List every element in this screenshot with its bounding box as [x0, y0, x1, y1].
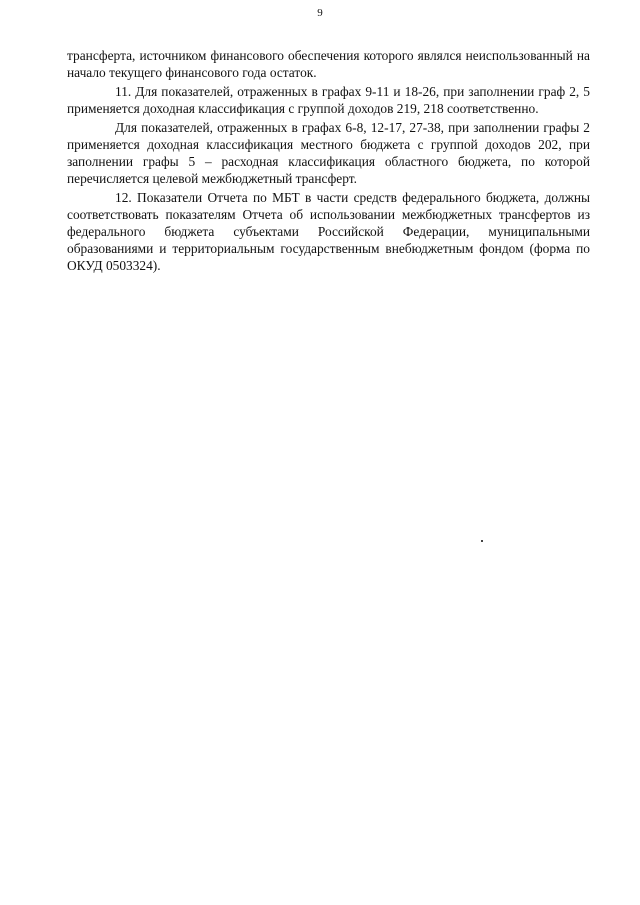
paragraph-continuation: трансферта, источником финансового обеспечения которого являлся неиспользованный на начало текущего финансового года остаток. — [67, 48, 590, 80]
paragraph-item-11: 11. Для показателей, отраженных в графах 9-11 и 18-26, при заполнении граф 2, 5 применяется доходная классификация с группой доходов 219, 218 соответственно. — [67, 84, 590, 116]
paragraph-item-11-continued: Для показателей, отраженных в графах 6-8, 12-17, 27-38, при заполнении графы 2 применяется доходная классификация местного бюджета с группой доходов 202, при заполнении графы 5 – расходная классификация областного бюджета, по которой перечисляется целевой межбюджетный трансферт. — [67, 120, 590, 186]
document-body — [67, 47, 590, 276]
scan-speck — [481, 540, 483, 542]
paragraph-item-12: 12. Показатели Отчета по МБТ в части средств федерального бюджета, должны соответствовать показателям Отчета об использовании межбюджетных трансфертов из федерального бюджета субъектами Российской Федерации, муниципальными образованиями и территориальным государственным внебюджетным фондом (форма по ОКУД 0503324). — [67, 190, 590, 273]
page-number: 9 — [317, 7, 323, 19]
